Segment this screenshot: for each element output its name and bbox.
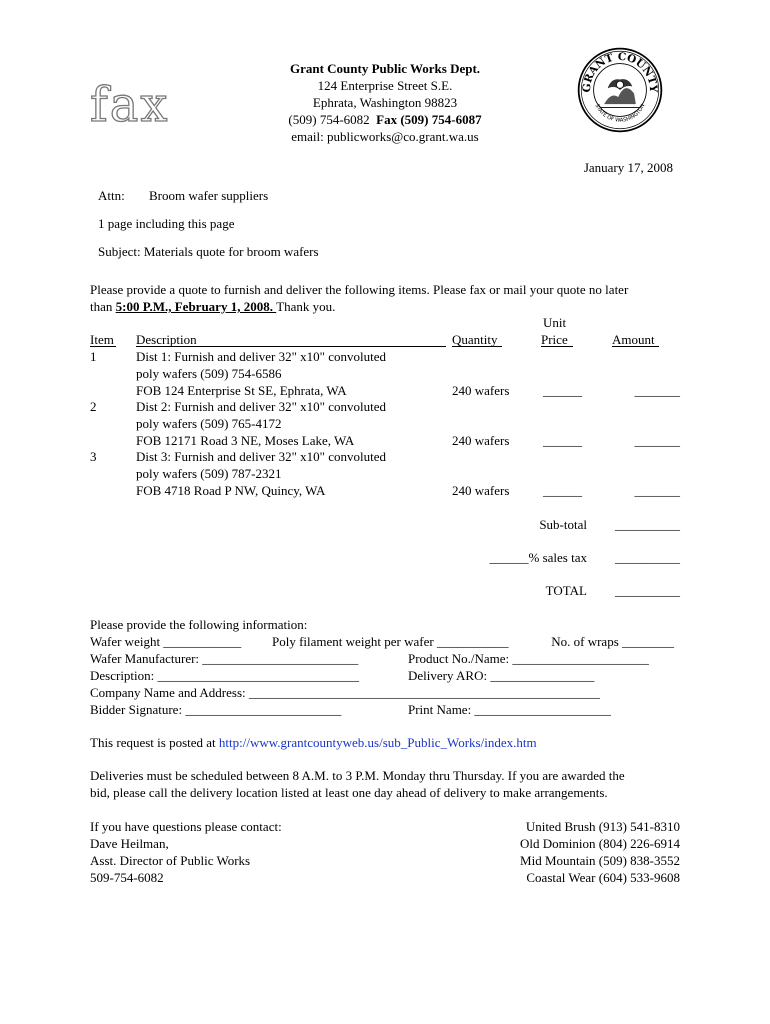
intro-than: than: [90, 299, 116, 314]
row-3-desc-1: Dist 3: Furnish and deliver 32" x10" convoluted: [136, 449, 387, 464]
deliveries-line-2: bid, please call the delivery location listed at least one day ahead of delivery to make arrangements.: [90, 785, 608, 800]
seal-bottom-text: STATE OF WASHINGTON: [593, 103, 647, 124]
attn-label: Attn:: [98, 188, 125, 203]
info-heading: Please provide the following information:: [90, 617, 308, 632]
posted-url-link[interactable]: http://www.grantcountyweb.us/sub_Public_Works/index.htm: [218, 735, 537, 750]
subtotal-label: Sub-total: [539, 517, 587, 532]
row-3-desc-3: FOB 4718 Road P NW, Quincy, WA: [136, 483, 326, 498]
header-quantity: Quantity: [452, 332, 498, 347]
header-item: Item: [90, 332, 114, 347]
row-3-quantity: 240 wafers: [452, 483, 510, 498]
date: January 17, 2008: [583, 160, 673, 175]
row-2-desc-2: poly wafers (509) 765-4172: [136, 416, 282, 431]
posted-prefix: This request is posted at: [90, 735, 219, 750]
row-2-desc-3: FOB 12171 Road 3 NE, Moses Lake, WA: [136, 433, 355, 448]
deliveries-line-1: Deliveries must be scheduled between 8 A.M. to 3 P.M. Monday thru Thursday. If you are awarded the: [90, 768, 625, 783]
org-name: Grant County Public Works Dept.: [289, 61, 481, 76]
row-3-price: ______: [543, 483, 582, 498]
manufacturer-field: Wafer Manufacturer: ________________________: [90, 651, 359, 666]
contact-line-2: Dave Heilman,: [90, 836, 169, 851]
attn-value: Broom wafer suppliers: [149, 188, 269, 203]
rule-description: [136, 346, 446, 347]
org-street: 124 Enterprise Street S.E.: [317, 78, 453, 93]
supplier-1: United Brush (913) 541-8310: [525, 819, 680, 834]
deadline: 5:00 P.M., February 1, 2008.: [115, 299, 277, 314]
row-2-price: ______: [543, 433, 582, 448]
delivery-aro-field: Delivery ARO: ________________: [408, 668, 595, 683]
tax-label: ______% sales tax: [489, 550, 587, 565]
total-value: __________: [615, 583, 680, 598]
header-price: Price: [541, 332, 568, 347]
row-3-item: 3: [90, 449, 97, 464]
org-fax: Fax (509) 754-6087: [376, 112, 482, 127]
tax-value: __________: [615, 550, 680, 565]
row-2-quantity: 240 wafers: [452, 433, 510, 448]
posted-line: [90, 734, 537, 751]
contact-line-3: Asst. Director of Public Works: [90, 853, 251, 868]
row-1-quantity: 240 wafers: [452, 383, 510, 398]
supplier-4: Coastal Wear (604) 533-9608: [526, 870, 680, 885]
row-1-price: ______: [543, 383, 582, 398]
org-phone-fax: [210, 111, 560, 128]
poly-filament-field: Poly filament weight per wafer ___________: [272, 634, 509, 649]
rule-amount: [612, 346, 659, 347]
header-description: Description: [136, 332, 197, 347]
signature-field: Bidder Signature: ________________________: [90, 702, 342, 717]
row-1-desc-1: Dist 1: Furnish and deliver 32" x10" convoluted: [136, 349, 387, 364]
row-1-desc-2: poly wafers (509) 754-6586: [136, 366, 282, 381]
row-3-desc-2: poly wafers (509) 787-2321: [136, 466, 282, 481]
subject: Subject: Materials quote for broom wafers: [98, 244, 319, 259]
rule-price: [541, 346, 573, 347]
wafer-weight-field: Wafer weight ____________: [90, 634, 242, 649]
row-1-item: 1: [90, 349, 97, 364]
total-label: TOTAL: [545, 583, 587, 598]
org-city: Ephrata, Washington 98823: [312, 95, 458, 110]
county-seal-icon: [576, 46, 664, 134]
row-2-desc-1: Dist 2: Furnish and deliver 32" x10" convoluted: [136, 399, 387, 414]
supplier-3: Mid Mountain (509) 838-3552: [520, 853, 680, 868]
row-2-item: 2: [90, 399, 97, 414]
row-3-amount: _______: [634, 483, 680, 498]
org-phone: (509) 754-6082: [288, 112, 370, 127]
product-field: Product No./Name: _____________________: [408, 651, 649, 666]
fax-logo: fax: [90, 77, 170, 133]
rule-quantity: [452, 346, 502, 347]
description-field: Description: _______________________________: [90, 668, 360, 683]
org-email: email: publicworks@co.grant.wa.us: [291, 129, 479, 144]
row-1-desc-3: FOB 124 Enterprise St SE, Ephrata, WA: [136, 383, 347, 398]
supplier-2: Old Dominion (804) 226-6914: [520, 836, 680, 851]
svg-text:STATE OF WASHINGTON: [594, 103, 647, 124]
page-count: 1 page including this page: [98, 216, 235, 231]
wraps-field: No. of wraps ________: [551, 634, 674, 649]
intro-line-2: [90, 298, 335, 315]
contact-line-4: 509-754-6082: [90, 870, 164, 885]
row-1-amount: _______: [634, 383, 680, 398]
header-amount: Amount: [612, 332, 655, 347]
rule-item: [90, 346, 116, 347]
company-field: Company Name and Address: ______________________________________________________: [90, 685, 600, 700]
intro-thanks: Thank you.: [276, 299, 336, 314]
contact-line-1: If you have questions please contact:: [90, 819, 282, 834]
intro-line-1: Please provide a quote to furnish and deliver the following items. Please fax or mail your quote no later: [90, 282, 629, 297]
header-unit: Unit: [543, 315, 567, 330]
print-name-field: Print Name: _____________________: [408, 702, 611, 717]
seal-top-text: GRANT COUNTY: [580, 50, 660, 93]
subtotal-value: __________: [615, 517, 680, 532]
row-2-amount: _______: [634, 433, 680, 448]
